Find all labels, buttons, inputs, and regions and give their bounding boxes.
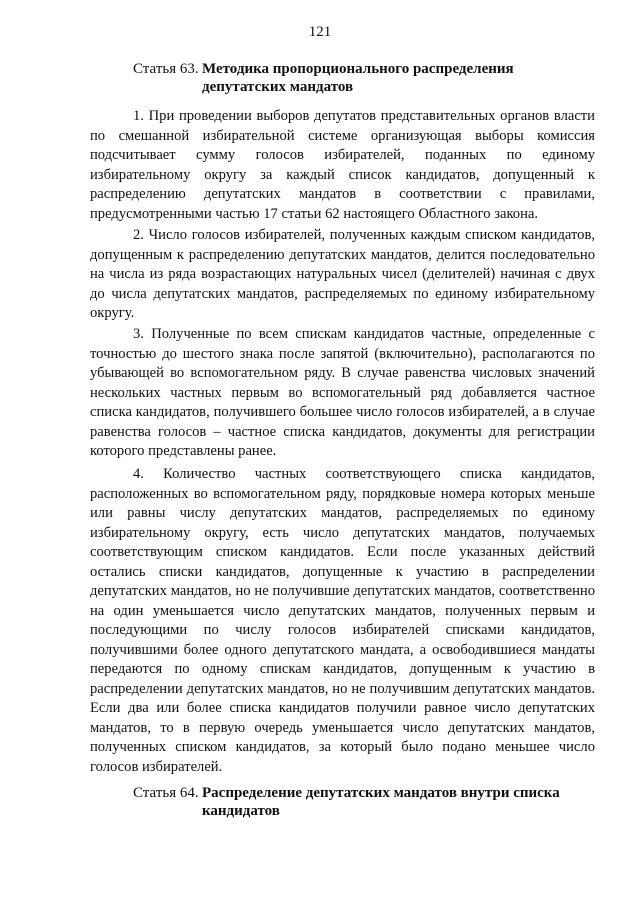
article-63-title-line1: Методика пропорционального распределения — [202, 61, 514, 77]
article-64-title-line2: кандидатов — [202, 803, 280, 819]
paragraph-3: 3. Полученные по всем спискам кандидатов частные, определенные с точностью до шестого знака после запятой (включительно), располагаются по убывающей во вспомогательном ряду. В случае равенства числовых значений нескольких частных первым во вспомогательный ряд добавляется частное списка кандидатов, получившего большее число голосов избирателей, а в случае равенства голосов – частное списка кандидатов, документы для регистрации которого представлены ранее. — [90, 326, 595, 459]
article-64-heading — [133, 784, 573, 820]
article-64-prefix: Статья 64. — [133, 785, 199, 801]
article-63-prefix: Статья 63. — [133, 61, 199, 77]
article-63-heading — [133, 60, 573, 96]
article-64-title-line1: Распределение депутатских мандатов внутри списка — [202, 785, 560, 801]
article-63-title-line2: депутатских мандатов — [202, 79, 354, 95]
paragraph-2: 2. Число голосов избирателей, полученных каждым списком кандидатов, допущенным к распределению депутатских мандатов, делится последовательно на числа из ряда возрастающих натуральных чисел (делителей) начиная с двух до числа депутатских мандатов, распределяемых по единому избирательному округу. — [90, 227, 595, 321]
paragraph-1: 1. При проведении выборов депутатов представительных органов власти по смешанной избирательной системе организующая выборы комиссия подсчитывает сумму голосов избирателей, поданных по единому избирательному округу за каждый список кандидатов, допущенный к распределению депутатских мандатов в соответствии с правилами, предусмотренными частью 17 статьи 62 настоящего Областного закона. — [90, 108, 595, 222]
paragraph-4: 4. Количество частных соответствующего списка кандидатов, расположенных во вспомогательном ряду, порядковые номера которых меньше или равны числу депутатских мандатов, распределяемых по единому избирательному округу, есть число депутатских мандатов, получаемых соответствующим списком кандидатов. Если после указанных действий остались списки кандидатов, допущенные к участию в распределении депутатских мандатов, но не получившие депутатских мандатов, соответственно на один уменьшается число депутатских мандатов, полученных первым и последующими по числу голосов избирателей списками кандидатов, получившими более одного депутатского мандата, а освободившиеся мандаты передаются по одному спискам кандидатов, допущенным к участию в распределении депутатских мандатов, но не получившим депутатских мандатов. Если два или более списка кандидатов получили равное число депутатских мандатов, то в первую очередь уменьшается число депутатских мандатов, полученных списком кандидатов, за который было подано меньшее число голосов избирателей. — [90, 466, 595, 775]
page-number: 121 — [308, 24, 332, 40]
